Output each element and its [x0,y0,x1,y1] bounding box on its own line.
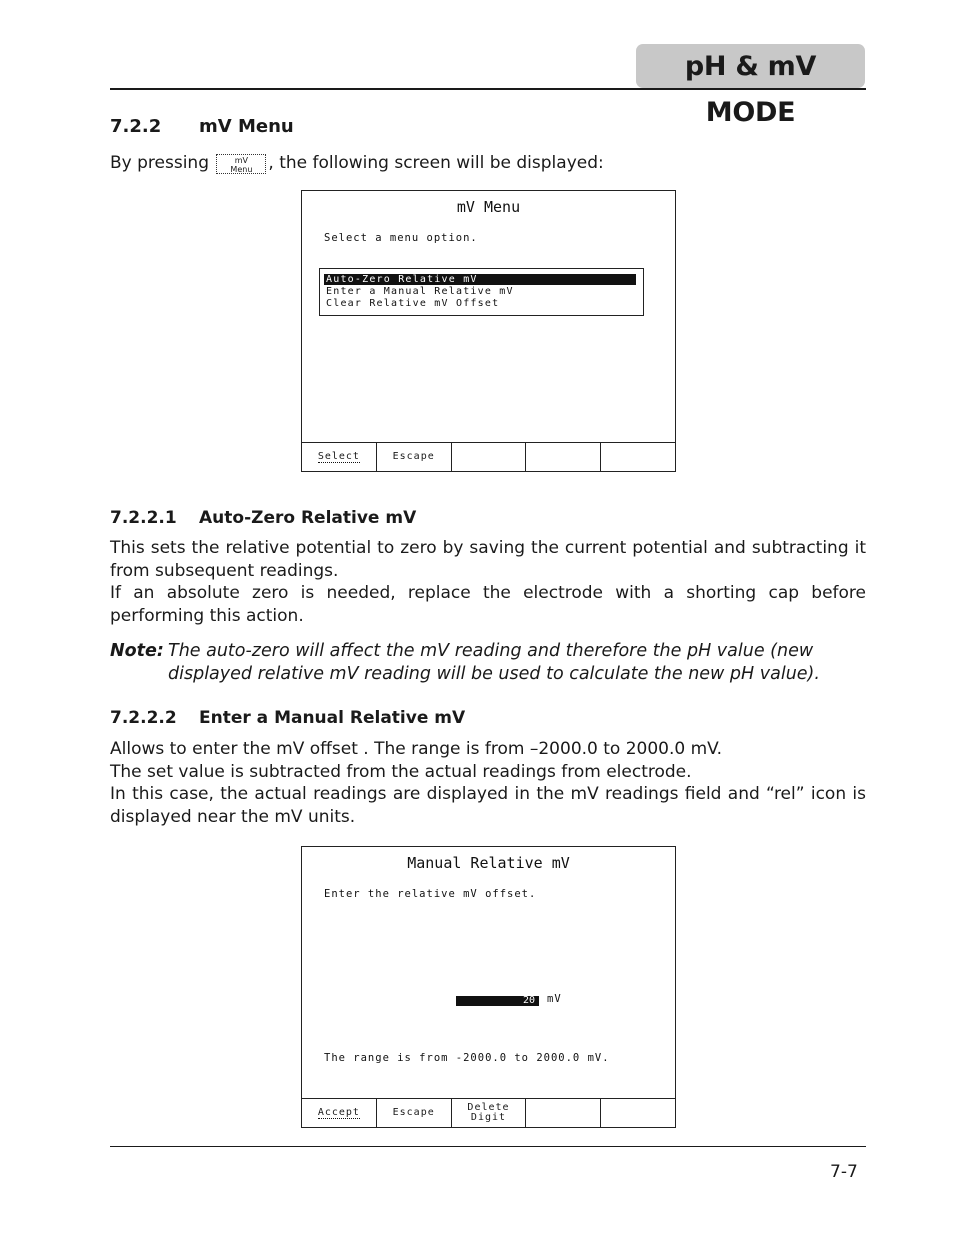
page-number: 7-7 [830,1162,858,1182]
softkey-3[interactable] [452,443,527,471]
mv-menu-key-icon [216,154,266,174]
screen-title: mV Menu [456,198,521,216]
offset-unit: mV [547,993,562,1005]
mv-menu-screen [301,190,676,472]
auto-zero-paragraph-2: If an absolute zero is needed, replace the electrode with a shorting cap before performing this action. [110,583,866,626]
note-text-line: The auto-zero will affect the mV reading and therefore the pH value (new displayed relative mV reading will be used to calculate the new pH value). [168,641,820,684]
manual-paragraph-1: Allows to enter the mV offset . The range is from –2000.0 to 2000.0 mV. [110,739,723,759]
screen-prompt: Enter the relative mV offset. [324,888,537,900]
section-number: 7.2.2 [110,116,162,137]
intro-after: , the following screen will be displayed: [268,153,604,173]
softkey-delete-digit[interactable]: Delete Digit [452,1099,527,1127]
screen-title: Manual Relative mV [407,854,570,872]
header-rule [110,88,866,90]
softkey-5[interactable] [601,443,675,471]
softkey-4[interactable] [526,1099,601,1127]
footer-rule [110,1146,866,1147]
manual-relative-screen [301,846,676,1128]
range-text: The range is from -2000.0 to 2000.0 mV. [324,1052,610,1064]
subsection-title: Auto-Zero Relative mV [199,508,417,528]
softkey-select[interactable]: Select [302,443,377,471]
chapter-title: pH & mV MODE [636,44,865,88]
manual-paragraph-3: In this case, the actual readings are displayed in the mV readings field and “rel” icon is displayed near the mV units. [110,784,866,827]
subsection-number: 7.2.2.2 [110,708,177,728]
menu-list [319,268,644,316]
menu-item-clear-offset[interactable]: Clear Relative mV Offset [326,298,500,309]
softkey-accept[interactable]: Accept [302,1099,377,1127]
key-label-line2: Menu [230,165,253,174]
note-label: Note: [110,641,164,661]
auto-zero-body [110,537,866,627]
key-label-line1: mV [234,156,249,165]
section-title: mV Menu [199,116,294,137]
subsection-number: 7.2.2.1 [110,508,177,528]
screen-prompt: Select a menu option. [324,232,478,244]
auto-zero-paragraph-1: This sets the relative potential to zero by saving the current potential and subtracting it from subsequent readings. [110,538,866,581]
menu-item-auto-zero[interactable]: Auto-Zero Relative mV [324,274,636,285]
note [110,640,868,684]
manual-paragraph-2: The set value is subtracted from the actual readings from electrode. [110,761,692,782]
manual-relative-body [110,738,866,828]
softkey-5[interactable] [601,1099,675,1127]
softkey-bar [302,442,675,471]
subsection-title: Enter a Manual Relative mV [199,708,466,728]
softkey-bar [302,1098,675,1127]
section-intro [110,152,866,175]
offset-value-field[interactable]: 20 [456,996,539,1006]
menu-item-manual-relative[interactable]: Enter a Manual Relative mV [326,286,514,297]
softkey-4[interactable] [526,443,601,471]
intro-before: By pressing [110,153,209,173]
softkey-escape[interactable]: Escape [377,443,452,471]
softkey-escape[interactable]: Escape [377,1099,452,1127]
